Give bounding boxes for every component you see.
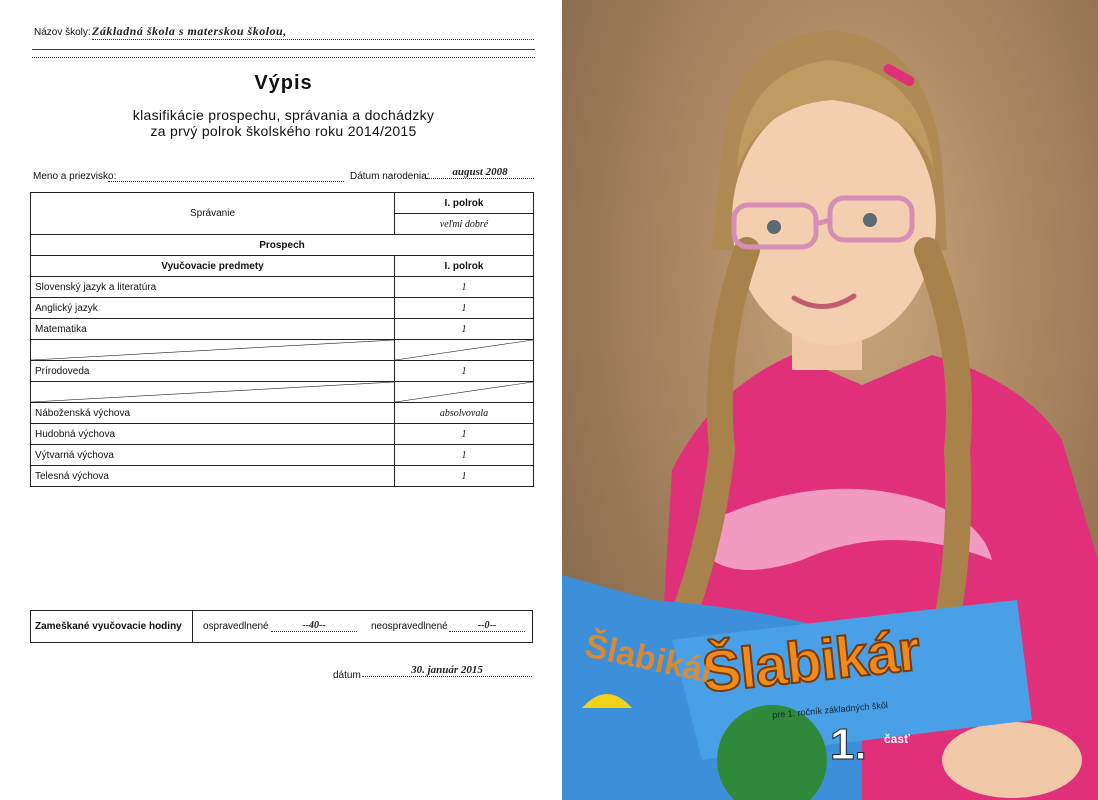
birth-value: august 2008 [426,166,534,179]
subject-name: Telesná výchova [31,466,395,487]
unexcused-value: --0-- [449,619,525,632]
absence-box [30,610,533,643]
subject-grade: 1 [395,298,534,319]
table-row [31,340,534,361]
table-row [31,466,534,487]
crossed-out-cell [31,382,395,403]
subject-name: Hudobná výchova [31,424,395,445]
eye-left [767,220,781,234]
book-part-number: 1. [830,720,867,769]
table-row [31,277,534,298]
birth-label: Dátum narodenia: [350,171,430,182]
table-row [31,403,534,424]
book-part-label: časť [884,732,910,746]
book-title: Šlabikár [699,617,923,706]
excused-value: --40-- [271,619,357,632]
document-subtitle-1: klasifikácie prospechu, správania a dochádzky [132,107,435,123]
student-photo [562,0,1098,800]
document-subtitle-2: za prvý polrok školského roku 2014/2015 [150,123,417,139]
subject-name: Anglický jazyk [31,298,395,319]
subjects-period-header: I. polrok [395,256,534,277]
subject-name: Slovenský jazyk a literatúra [31,277,395,298]
subject-name: Matematika [31,319,395,340]
name-field [108,181,344,182]
book-subtitle: pre 1. ročník základných škôl [771,699,889,721]
crossed-out-cell [395,340,534,361]
subject-grade: 1 [395,319,534,340]
subject-grade: 1 [395,361,534,382]
subject-grade: 1 [395,466,534,487]
behavior-period-header: I. polrok [395,193,534,214]
unexcused-label: neospravedlnené [371,621,448,632]
book-title-left: Šlabikár [581,626,719,692]
subject-name: Náboženská výchova [31,403,395,424]
subject-name: Výtvarná výchova [31,445,395,466]
table-row [31,445,534,466]
subject-grade: absolvovala [395,403,534,424]
eye-right [863,213,877,227]
date-value: 30. január 2015 [362,664,532,677]
subject-grade: 1 [395,277,534,298]
crossed-out-cell [395,382,534,403]
school-name: Základná škola s materskou školou, [92,24,534,40]
name-label: Meno a priezvisko: [33,171,117,182]
divider [32,49,535,50]
crossed-out-cell [31,340,395,361]
subjects-header: Vyučovacie predmety [31,256,395,277]
hand [942,722,1082,798]
table-row [31,382,534,403]
dotted-line [32,57,535,58]
behavior-label: Správanie [31,193,395,235]
document-title: Výpis [254,72,313,94]
table-row [31,298,534,319]
table-row [31,424,534,445]
excused-label: ospravedlnené [203,621,269,632]
table-row [31,319,534,340]
date-label: dátum [333,670,361,681]
behavior-value: veľmi dobré [395,214,534,235]
absence-label: Zameškané vyučovacie hodiny [31,611,193,642]
subject-grade: 1 [395,424,534,445]
table-row [31,361,534,382]
subject-name: Prírodoveda [31,361,395,382]
subject-grade: 1 [395,445,534,466]
grades-table [30,192,534,487]
performance-header: Prospech [31,235,534,256]
school-label: Názov školy: [34,27,91,38]
